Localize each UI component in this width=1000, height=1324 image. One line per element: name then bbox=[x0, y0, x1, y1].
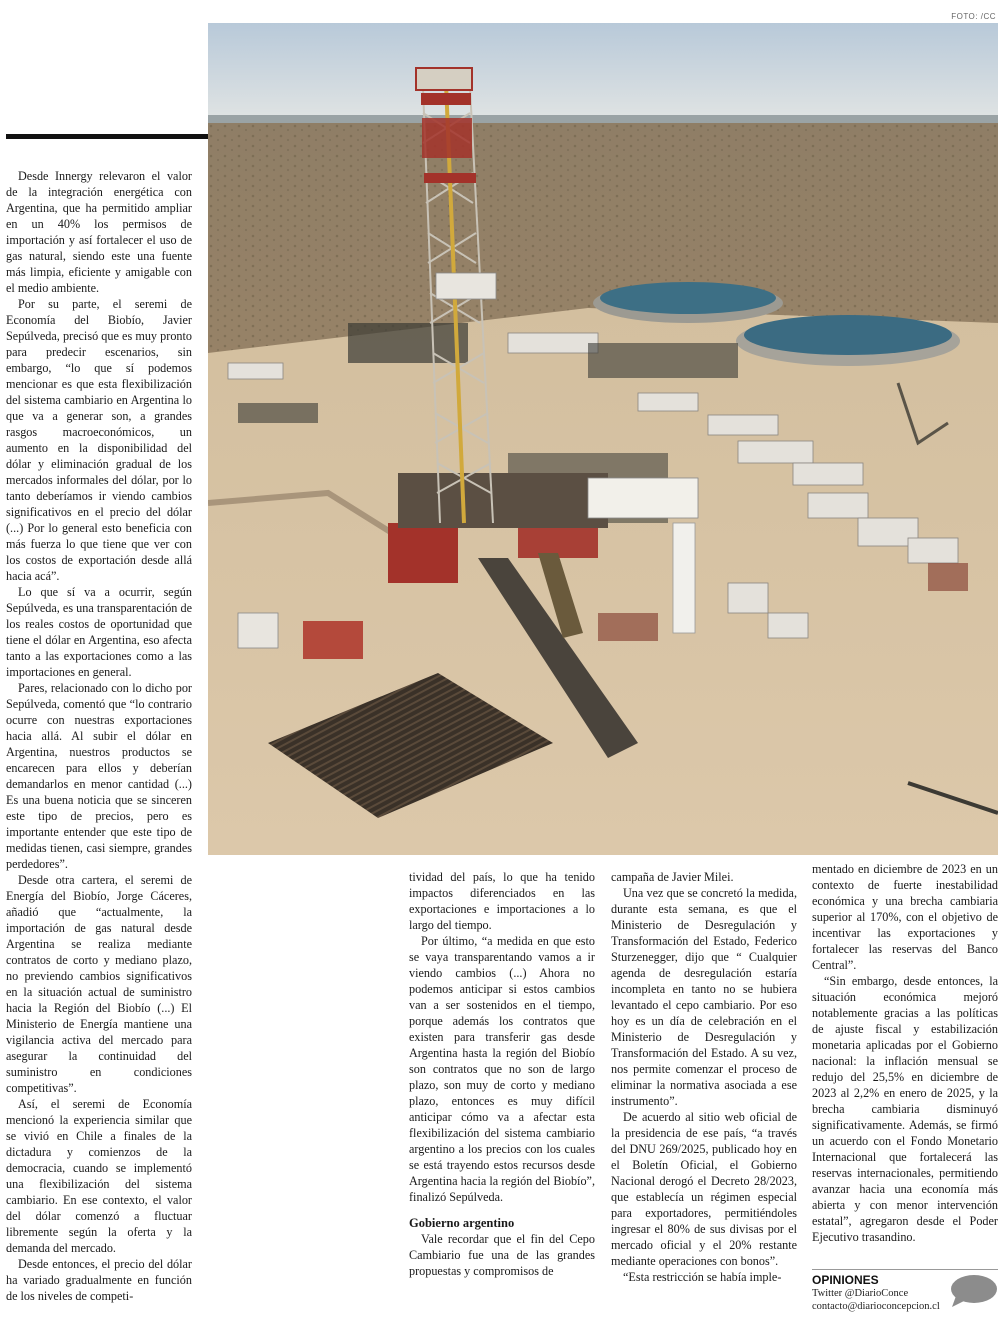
paragraph: campaña de Javier Milei. bbox=[611, 870, 734, 884]
paragraph: mentado en diciembre de 2023 en un contexto de fuerte inestabilidad económica y una brecha cambiaria superior al 170%, con el objetivo de incentivar las exportaciones y fortalecer las reservas del Banco Central”. bbox=[812, 862, 998, 972]
opiniones-title: OPINIONES bbox=[812, 1273, 879, 1287]
article-column-1 bbox=[6, 168, 192, 1304]
twitter-handle[interactable]: Twitter @DiarioConce bbox=[812, 1288, 909, 1299]
photo-credit: FOTO: /CC bbox=[951, 12, 996, 21]
paragraph: “Esta restricción se había imple- bbox=[623, 1270, 782, 1284]
paragraph: Desde entonces, el precio del dólar ha variado gradualmente en función de los niveles de competi- bbox=[6, 1257, 192, 1303]
paragraph: Pares, relacionado con lo dicho por Sepúlveda, comentó que “lo contrario ocurre con nuestras exportaciones hacia allá. Al subir el dólar en Argentina, nuestros productos se encarecen para ellos y deberían demandarlos en menor cantidad (...) Es una buena noticia que se sinceren este tipo de precios, pero es importante entender que este tipo de medidas tienen, casi siempre, grandes perdedores”. bbox=[6, 681, 192, 871]
opiniones-box bbox=[812, 1269, 998, 1313]
oil-rig-photo bbox=[208, 23, 998, 855]
paragraph: Por último, “a medida en que esto se vaya transparentando vamos a ir viendo cambios (...) Ahora no podemos anticipar si estos cambios van a ser sostenidos en el tiempo, porque además los contratos que existen para transferir gas desde Argentina hasta la región del Biobío son contratos que no son de largo plazo, son muy de corto y mediano plazo, entonces es muy difícil anticipar cómo va a afectar esta flexibilización del sistema cambiario argentino a los precios con los cuales se está trayendo estos recursos desde Argentina hacia la región del Biobío”, finalizó Sepúlveda. bbox=[409, 934, 595, 1204]
paragraph: Lo que sí va a ocurrir, según Sepúlveda, es una transparentación de los reales costos de oportunidad que tiene el dólar en Argentina, eso afecta tanto a las exportaciones como a las importaciones en general. bbox=[6, 585, 192, 679]
speech-bubble-icon bbox=[948, 1274, 998, 1308]
paragraph: Desde otra cartera, el seremi de Energía del Biobío, Jorge Cáceres, añadió que “actualmente, la importación de gas natural desde Argentina se realiza mediante contratos de corto y mediano plazo, no previendo cambios significativos en la situación actual de suministro hacia la Región del Biobío (...) El Ministerio de Energía mantiene una vigilancia activa del mercado para asegurar la continuidad del suministro en condiciones competitivas”. bbox=[6, 873, 192, 1095]
contact-email[interactable]: contacto@diarioconcepcion.cl bbox=[812, 1301, 940, 1312]
paragraph: “Sin embargo, desde entonces, la situación económica mejoró notablemente gracias a las políticas de ajuste fiscal y estabilización monetaria aplicadas por el Gobierno nacional: la inflación mensual se redujo del 25,5% en diciembre de 2023 al 2,2% en enero de 2025, y la brecha cambiaria disminuyó significativamente. Además, se firmó un acuerdo con el Fondo Monetario Internacional que fortalecerá las reservas internacionales, permitiendo avanzar hacia una economía más abierta y con menor intervención estatal”, agregaron desde el Poder Ejecutivo trasandino. bbox=[812, 974, 998, 1244]
section-heading: Gobierno argentino bbox=[409, 1216, 515, 1230]
oil-rig-illustration bbox=[208, 23, 998, 855]
paragraph: Una vez que se concretó la medida, durante esta semana, es que el Ministerio de Desregulación y Transformación del Estado, Federico Sturzenegger, dijo que “ Cualquier agenda de desregulación estaría incompleta en tanto no se hubiera levantado el cepo cambiario. Por eso hoy es un día de celebración en el Ministerio de Desregulación y Transformación del Estado. A su vez, nos permite comenzar el proceso de eliminar la normativa asociada a ese instrumento”. bbox=[611, 886, 797, 1108]
paragraph: Vale recordar que el fin del Cepo Cambiario fue una de las grandes propuestas y compromisos de bbox=[409, 1232, 595, 1278]
article-column-2 bbox=[409, 869, 595, 1279]
paragraph: Desde Innergy relevaron el valor de la integración energética con Argentina, que ha permitido ampliar en un 40% los permisos de importación y así fortalecer el uso de gas natural, siendo este una fuente más limpia, eficiente y amigable con el medio ambiente. bbox=[6, 169, 192, 295]
paragraph: tividad del país, lo que ha tenido impactos diferenciados en las exportaciones e importaciones a lo largo del tiempo. bbox=[409, 870, 595, 932]
paragraph: Por su parte, el seremi de Economía del Biobío, Javier Sepúlveda, precisó que es muy pronto para predecir escenarios, sin embargo, “lo que sí podemos mencionar es que esta flexibilización del sistema cambiario en Argentina lo que va a generar son, a grandes rasgos macroeconómicos, un aumento en la disponibilidad del dólar y eliminación gradual de los mercados informales del dólar, por lo tanto deberíamos ir viendo cambios significativos en el precio del dólar (...) Por lo general esto beneficia con más fuerza lo que tiene que ver con los costos de exportación desde allá hacia acá”. bbox=[6, 297, 192, 583]
article-column-4 bbox=[812, 861, 998, 1245]
paragraph: De acuerdo al sitio web oficial de la presidencia de ese país, “a través del DNU 269/2025, publicado hoy en el Boletín Oficial, el Gobierno Nacional derogó el Decreto 28/2023, que establecía un régimen especial para exportadores, permitiéndoles ingresar el 80% de sus divisas por el mercado oficial y el 20% restante mediante operaciones con bonos”. bbox=[611, 1110, 797, 1268]
paragraph: Así, el seremi de Economía mencionó la experiencia similar que se vivió en Chile a finales de la dictadura y comienzos de la democracia, cuando se implementó una flexibilización del sistema cambiario. En ese contexto, el valor del dólar comenzó a fluctuar libremente según la oferta y la demanda del mercado. bbox=[6, 1097, 192, 1255]
section-rule bbox=[6, 134, 208, 139]
article-column-3 bbox=[611, 869, 797, 1285]
